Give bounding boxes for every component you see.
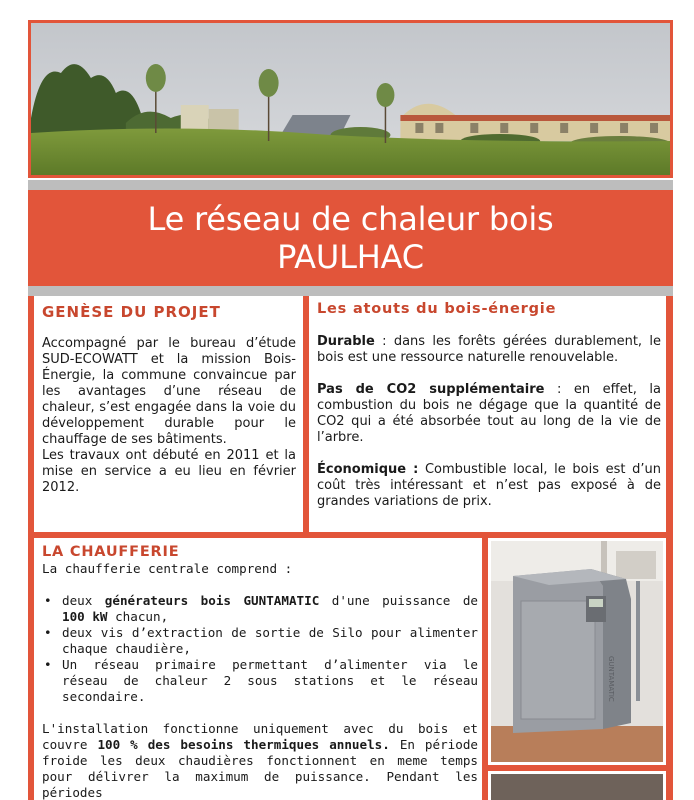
title-banner xyxy=(28,190,673,286)
paragraph-bold: 100 % des besoins thermiques annuels. xyxy=(97,737,390,752)
bullet-text: deux xyxy=(62,593,105,608)
atout-text: : en effet, la combustion du bois ne dégage que la quantité de CO2 qui a été absorbée tout au long de la vie de l’arbre. xyxy=(317,382,661,445)
atout-co2 xyxy=(317,382,661,446)
atout-text: : dans les forêts gérées durablement, le bois est une ressource naturelle renouvelable. xyxy=(317,334,661,365)
atout-text: Combustible local, le bois est d’un coût très intéressant et n’est pas exposé à de grandes variations de prix. xyxy=(317,462,661,509)
landscape-photo xyxy=(31,23,670,175)
atouts-panel xyxy=(309,296,666,532)
atouts-body xyxy=(317,334,661,510)
list-item xyxy=(42,593,478,625)
chaufferie-heading: LA CHAUFFERIE xyxy=(42,544,180,560)
atout-economique xyxy=(317,462,661,510)
genese-panel xyxy=(34,296,303,532)
title-line-2: PAULHAC xyxy=(277,238,424,276)
chaufferie-list xyxy=(42,593,478,705)
boiler-photo-image xyxy=(491,541,663,762)
atouts-heading: Les atouts du bois-énergie xyxy=(317,301,557,317)
chaufferie-paragraph xyxy=(42,721,478,800)
atout-durable xyxy=(317,334,661,366)
genese-paragraph-2: Les travaux ont débuté en 2011 et la mise en service a eu lieu en février 2012. xyxy=(42,448,296,495)
paragraph-text: En période froide les deux chaudières fonctionnent en meme temps pour délivrer la maximum de puissance. Pendant les périodes xyxy=(42,737,479,800)
atout-label: Pas de CO2 supplémentaire xyxy=(317,382,545,397)
bullet-text: chacun, xyxy=(107,609,169,624)
separator-band xyxy=(28,286,673,296)
boiler-photo xyxy=(488,538,666,765)
list-item: • Un réseau primaire permettant d’alimenter via le réseau de chaleur 2 sous stations et le réseau secondaire. xyxy=(42,657,478,705)
header-photo xyxy=(28,20,673,178)
bullet-bold: générateurs bois GUNTAMATIC xyxy=(104,593,320,608)
separator-band xyxy=(28,180,673,190)
bullet-text: d'une puissance de xyxy=(319,593,478,608)
paragraph-text: L'installation fonctionne uniquement avec du bois et couvre xyxy=(42,721,478,752)
genese-heading: GENÈSE DU PROJET xyxy=(42,303,221,321)
chaufferie-intro: La chaufferie centrale comprend : xyxy=(42,561,293,576)
genese-body xyxy=(42,336,296,496)
list-item: • deux vis d’extraction de sortie de Silo pour alimenter chaque chaudière, xyxy=(42,625,478,657)
chaufferie-panel xyxy=(34,538,482,800)
bullet-bold: 100 kW xyxy=(62,609,108,624)
boiler-brand: GUNTAMATIC xyxy=(607,656,615,702)
title-line-1: Le réseau de chaleur bois xyxy=(147,200,554,238)
chaufferie-body xyxy=(42,561,478,800)
genese-paragraph-1: Accompagné par le bureau d’étude SUD-ECOWATT et la mission Bois-Énergie, la commune convaincue par les avantages d’une réseau de chaleur, s’est engagée dans la voie du développement durable pour le chauffage de ses bâtiments. xyxy=(42,336,296,447)
atout-label: Durable xyxy=(317,334,375,349)
second-photo xyxy=(488,771,666,800)
atout-label: Économique : xyxy=(317,462,419,477)
